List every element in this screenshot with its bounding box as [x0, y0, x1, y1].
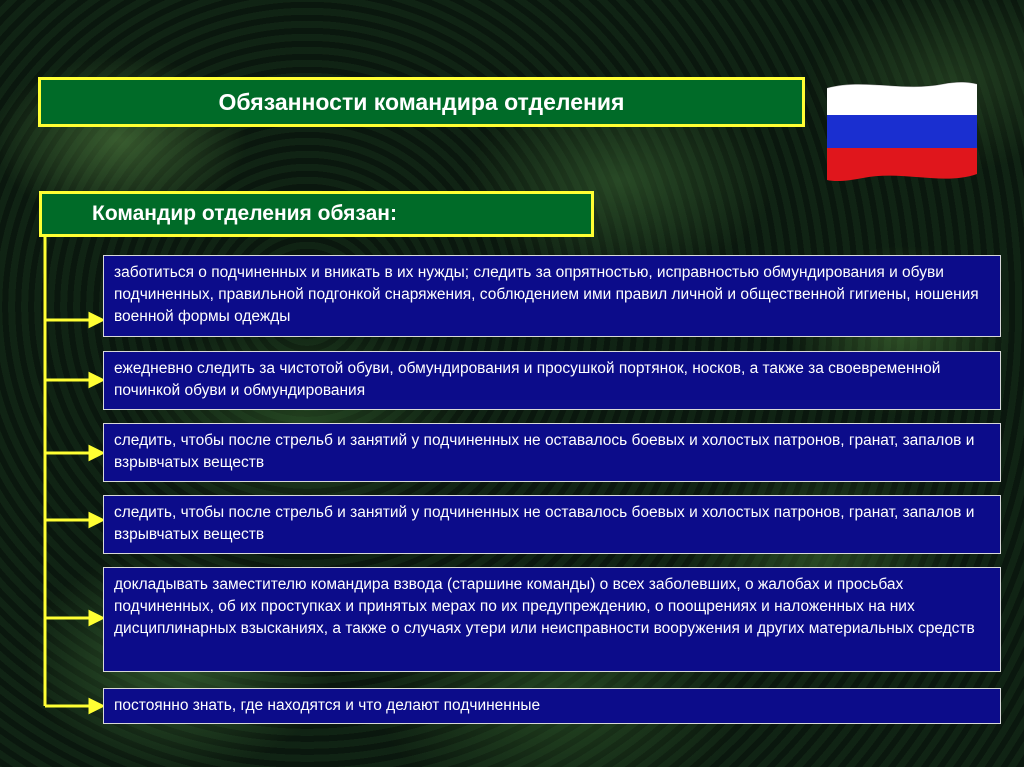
- arrow-icon: [45, 314, 102, 712]
- duty-item: докладывать заместителю командира взвода (старшине команды) о всех заболевших, о жалобах и просьбах подчиненных, об их проступках и принятых мерах по их предупреждению, о поощрениях и наложенных на них дисциплинарных взысканиях, а также о случаях утери или неисправности вооружения и других материальных средств: [103, 567, 1001, 672]
- duty-item: постоянно знать, где находятся и что делают подчиненные: [103, 688, 1001, 724]
- duty-item: следить, чтобы после стрельб и занятий у подчиненных не оставалось боевых и холостых патронов, гранат, запалов и взрывчатых веществ: [103, 423, 1001, 482]
- duty-item: ежедневно следить за чистотой обуви, обмундирования и просушкой портянок, носков, а также за своевременной починкой обуви и обмундирования: [103, 351, 1001, 410]
- page-title: Обязанности командира отделения: [38, 77, 805, 127]
- duty-item: следить, чтобы после стрельб и занятий у подчиненных не оставалось боевых и холостых патронов, гранат, запалов и взрывчатых веществ: [103, 495, 1001, 554]
- russian-flag: [823, 78, 979, 188]
- duty-item: заботиться о подчиненных и вникать в их нужды; следить за опрятностью, исправностью обмундирования и обуви подчиненных, правильной подгонкой снаряжения, соблюдением ими правил личной и общественной гигиены, ношения военной формы одежды: [103, 255, 1001, 337]
- subtitle: Командир отделения обязан:: [39, 191, 594, 237]
